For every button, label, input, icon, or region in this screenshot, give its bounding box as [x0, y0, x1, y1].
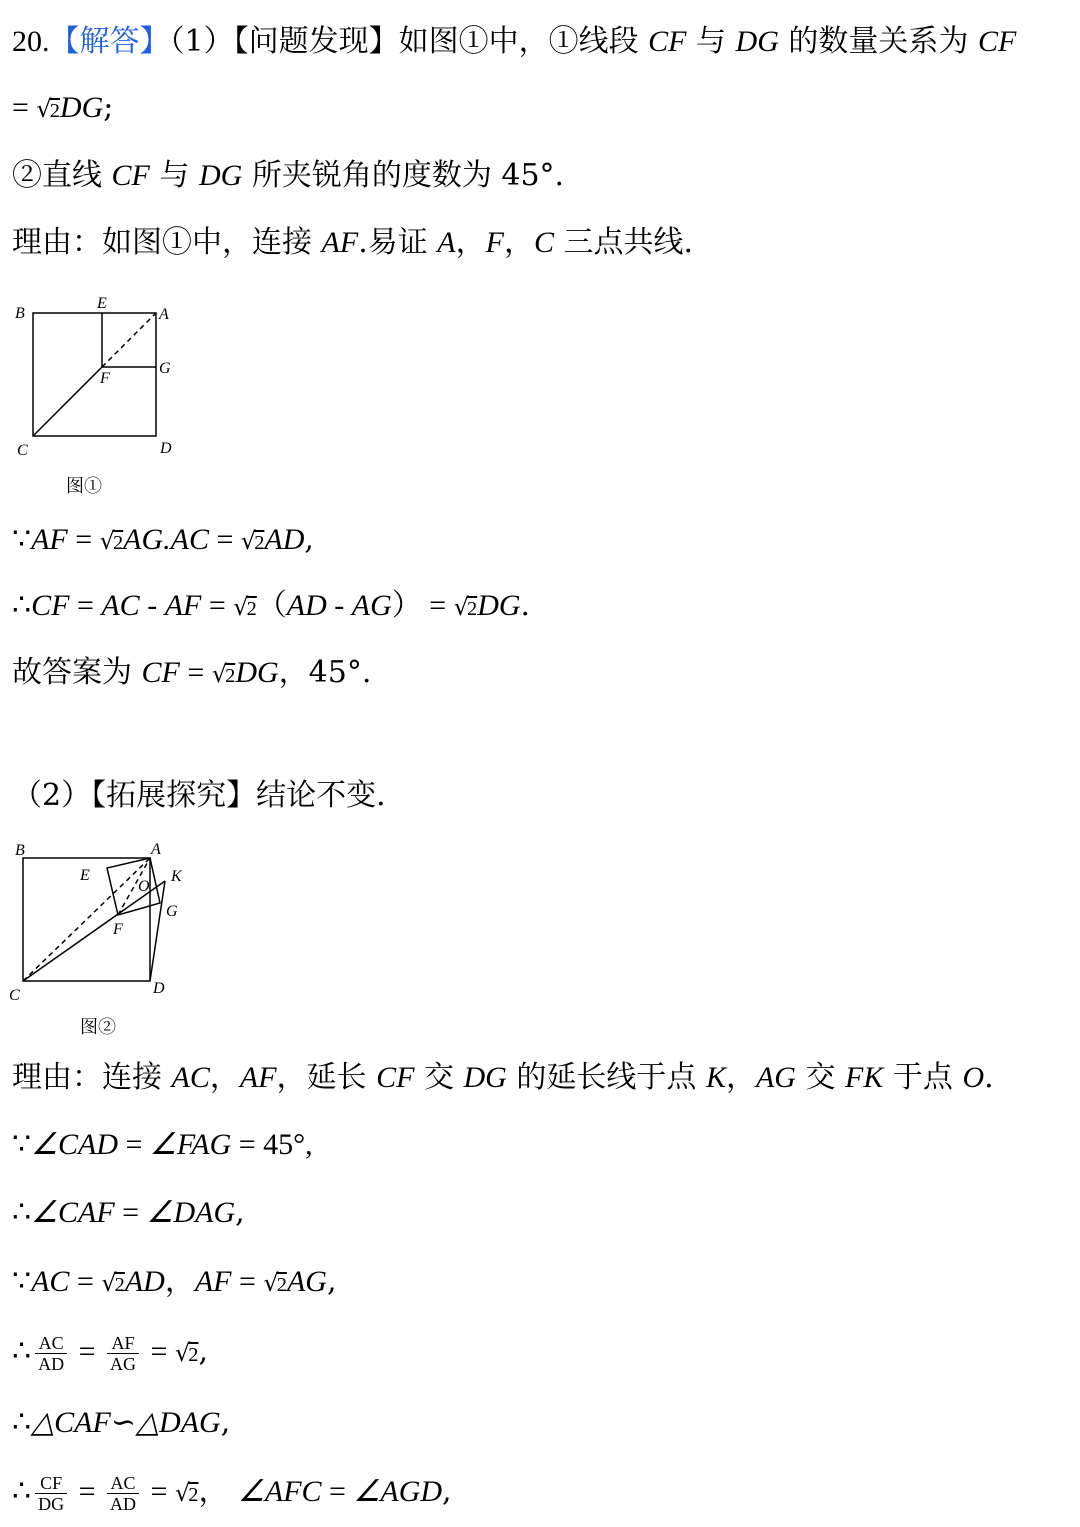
- var: C: [533, 226, 554, 259]
- therefore-symbol: ∴: [12, 588, 32, 623]
- relation-line: [12, 88, 113, 131]
- var: DG: [59, 91, 104, 124]
- var: DG: [463, 1061, 507, 1094]
- similar-symbol: ∽: [110, 1405, 136, 1440]
- proof-line-7: [12, 1403, 230, 1443]
- text: 的数量关系为: [778, 24, 978, 59]
- radicand: 2: [276, 1274, 287, 1296]
- denominator: AG: [110, 1353, 137, 1374]
- sqrt-2: [101, 1263, 125, 1305]
- proof-line-6: [12, 1330, 208, 1377]
- text: 与: [149, 158, 199, 193]
- text: =: [421, 589, 454, 622]
- label-c: C: [9, 987, 20, 1004]
- text: =: [69, 1265, 102, 1298]
- text: ，: [503, 225, 534, 260]
- text: =: [114, 1196, 147, 1229]
- reason-line-2: [12, 1058, 994, 1098]
- text: ,: [326, 1264, 337, 1299]
- var: CF: [31, 589, 70, 622]
- part-2-header: [12, 776, 386, 816]
- label-g: G: [159, 360, 171, 377]
- text: ，: [725, 1060, 756, 1095]
- numerator: AF: [107, 1333, 139, 1354]
- label-c: C: [17, 442, 28, 459]
- question-number: 20.: [12, 25, 50, 58]
- text: .: [520, 588, 531, 623]
- because-symbol: ∵: [12, 522, 32, 557]
- label-k: K: [171, 868, 182, 885]
- text: ,: [220, 1405, 231, 1440]
- proof-line-2: [12, 586, 530, 629]
- proof-line-5: [12, 1262, 336, 1305]
- sqrt-2: [100, 521, 124, 563]
- var: AC: [31, 1265, 70, 1298]
- because-symbol: ∵: [12, 1264, 32, 1299]
- text: =: [179, 656, 212, 689]
- var: DG: [198, 159, 243, 192]
- denominator: DG: [38, 1493, 65, 1514]
- radicand: 2: [254, 532, 265, 554]
- because-symbol: ∵: [12, 1127, 32, 1162]
- label-f: F: [113, 921, 123, 938]
- radical: √: [174, 1339, 191, 1367]
- numerator: AC: [107, 1473, 139, 1494]
- figure-2-caption: 图②: [80, 1017, 116, 1038]
- segment-dk: [150, 881, 165, 981]
- radical: √: [240, 527, 257, 555]
- radicand: 2: [49, 100, 60, 122]
- square-aefg: [107, 858, 160, 915]
- text: =: [67, 523, 100, 556]
- text: =: [143, 1335, 175, 1368]
- therefore-symbol: ∴: [12, 1195, 32, 1230]
- var: AF: [31, 523, 68, 556]
- text: ,: [304, 522, 314, 557]
- var: AC: [101, 589, 140, 622]
- answer-tag: 【解答】: [49, 24, 170, 59]
- reason-line: [12, 223, 693, 263]
- text: ，: [209, 1060, 240, 1095]
- text: 的延长线于点: [506, 1060, 706, 1095]
- text: ,: [235, 1195, 245, 1230]
- figure-1: [10, 292, 190, 467]
- sqrt-2: [241, 521, 265, 563]
- text: （: [256, 588, 287, 623]
- fraction: [35, 1333, 67, 1374]
- text: 故答案为: [12, 655, 142, 690]
- var: AD: [286, 589, 327, 622]
- var: AD: [264, 523, 305, 556]
- var: AF: [164, 589, 202, 622]
- var: F: [485, 226, 504, 259]
- text: ，: [164, 1264, 195, 1299]
- numerator: AC: [35, 1333, 67, 1354]
- therefore-symbol: ∴: [12, 1405, 32, 1440]
- sqrt-2: [212, 654, 236, 696]
- answer-line: [12, 653, 371, 696]
- label-d: D: [160, 440, 172, 457]
- sqrt-2: [175, 1471, 199, 1517]
- numerator: CF: [35, 1473, 67, 1494]
- label-b: B: [15, 842, 25, 859]
- sqrt-2: [36, 89, 60, 131]
- fraction: [35, 1473, 67, 1514]
- text: -: [326, 589, 352, 622]
- text: ②直线: [12, 158, 112, 193]
- text: =: [71, 1335, 104, 1368]
- denominator: AD: [110, 1493, 137, 1514]
- text: 理由：如图①中，连接: [12, 225, 322, 260]
- radicand: 2: [112, 532, 124, 554]
- var: DG: [735, 25, 779, 58]
- text: 交: [795, 1060, 846, 1095]
- text: =: [118, 1128, 150, 1161]
- text: 三点共线.: [553, 225, 694, 260]
- angle: ∠DAG: [146, 1196, 236, 1229]
- text: =: [209, 523, 241, 556]
- var: AG.AC: [123, 523, 209, 556]
- sqrt-2: [454, 587, 478, 629]
- text: ）: [391, 588, 422, 623]
- label-e: E: [80, 867, 90, 884]
- var: AF: [321, 226, 359, 259]
- angle: ∠FAG: [149, 1128, 232, 1161]
- proof-line-1: [12, 520, 314, 563]
- var: FK: [845, 1061, 884, 1094]
- question-header-line: [12, 22, 1016, 62]
- var: AG: [351, 589, 392, 622]
- text: ,: [442, 1474, 452, 1509]
- var: AC: [171, 1061, 210, 1094]
- text: 所夹锐角的度数为 45°.: [242, 158, 565, 193]
- text: （1）【问题发现】如图①中，①线段: [169, 24, 649, 59]
- segment-ck: [23, 881, 165, 981]
- var: CF: [376, 1061, 415, 1094]
- var: AF: [239, 1061, 277, 1094]
- var: AG: [755, 1061, 796, 1094]
- text: = 45°,: [231, 1128, 313, 1161]
- radicand: 2: [225, 665, 236, 687]
- text: ，: [198, 1474, 238, 1509]
- text: =: [143, 1475, 175, 1508]
- therefore-symbol: ∴: [12, 1334, 32, 1369]
- var: CF: [141, 656, 180, 689]
- radicand: 2: [114, 1274, 125, 1296]
- var: AF: [194, 1265, 232, 1298]
- label-e: E: [97, 295, 107, 312]
- radicand: 2: [246, 598, 257, 620]
- radical: √: [211, 660, 228, 688]
- label-d: D: [153, 980, 165, 997]
- text: =: [69, 589, 102, 622]
- label-b: B: [15, 305, 25, 322]
- angle-line: [12, 156, 564, 196]
- text: =: [71, 1475, 104, 1508]
- var: O: [962, 1061, 985, 1094]
- sqrt-2: [263, 1263, 287, 1305]
- label-o: O: [138, 878, 150, 895]
- text: 交: [414, 1060, 464, 1095]
- var: CF: [648, 25, 687, 58]
- radical: √: [453, 593, 469, 621]
- text: ;: [103, 90, 114, 125]
- radicand: 2: [188, 1344, 199, 1366]
- radical: √: [101, 1269, 117, 1297]
- text: =: [201, 589, 234, 622]
- angle: ∠CAF: [31, 1196, 115, 1229]
- segment-af-dashed: [102, 313, 156, 367]
- fraction: [107, 1333, 139, 1374]
- denominator: AD: [38, 1353, 65, 1374]
- radicand: 2: [467, 598, 478, 620]
- text: 于点: [883, 1060, 963, 1095]
- text: =: [231, 1265, 264, 1298]
- label-a: A: [159, 306, 169, 323]
- label-a: A: [151, 841, 161, 858]
- var: CF: [111, 159, 150, 192]
- radical: √: [233, 593, 249, 621]
- radical: √: [99, 527, 115, 555]
- proof-line-3: [12, 1125, 313, 1165]
- var: CF: [977, 25, 1017, 58]
- proof-line-4: [12, 1193, 245, 1233]
- var: DG: [477, 589, 521, 622]
- fraction: [107, 1473, 139, 1514]
- text: =: [12, 91, 37, 124]
- var: DG: [235, 656, 279, 689]
- text: 理由：连接: [12, 1060, 172, 1095]
- angle: ∠AGD: [353, 1475, 443, 1508]
- angle: ∠CAD: [31, 1128, 118, 1161]
- figure-1-caption: 图①: [66, 476, 102, 497]
- text: 与: [686, 24, 736, 59]
- angle: ∠AFC: [237, 1475, 322, 1508]
- text: ,: [198, 1334, 208, 1369]
- var: AG: [286, 1265, 327, 1298]
- proof-line-8: [12, 1470, 452, 1517]
- text: .: [984, 1060, 994, 1095]
- var: AD: [124, 1265, 165, 1298]
- segment-cf: [33, 367, 102, 436]
- radical: √: [36, 95, 52, 123]
- text: ，45°.: [278, 655, 372, 690]
- triangle: △DAG: [135, 1406, 221, 1439]
- radical: √: [263, 1269, 279, 1297]
- sqrt-2: [175, 1331, 199, 1377]
- text: ，: [455, 225, 486, 260]
- triangle: △CAF: [31, 1406, 111, 1439]
- text: ，延长: [276, 1060, 377, 1095]
- text: =: [321, 1475, 354, 1508]
- therefore-symbol: ∴: [12, 1474, 32, 1509]
- label-f: F: [100, 370, 110, 387]
- text: -: [139, 589, 165, 622]
- radicand: 2: [188, 1484, 199, 1506]
- text: （2）【拓展探究】结论不变.: [12, 778, 386, 813]
- sqrt-2: [233, 587, 257, 629]
- figure-2: [5, 838, 205, 1010]
- var: K: [705, 1061, 726, 1094]
- label-g: G: [166, 903, 178, 920]
- text: .易证: [358, 225, 438, 260]
- var: A: [437, 226, 456, 259]
- radical: √: [174, 1479, 191, 1507]
